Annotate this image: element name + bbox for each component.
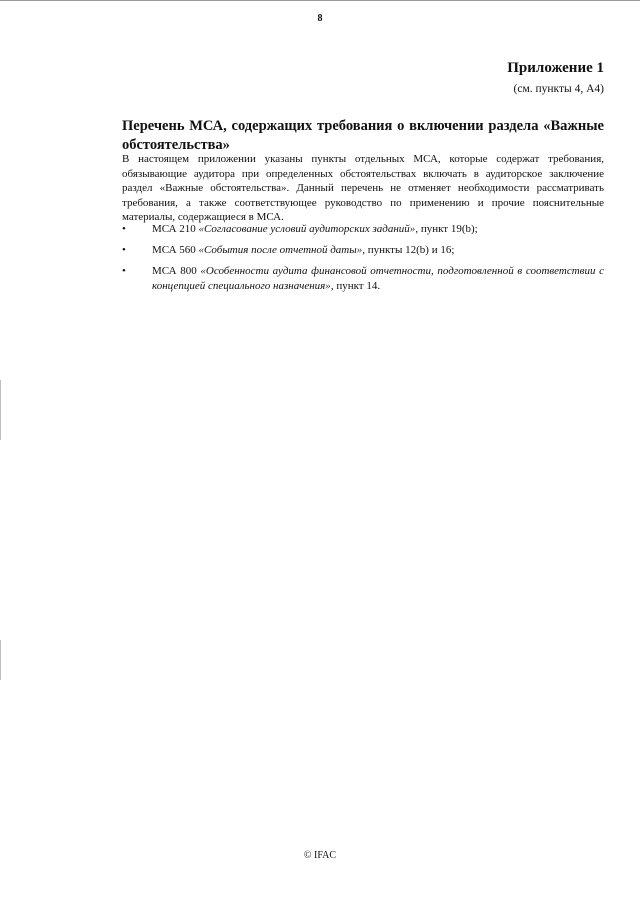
standard-title: «Согласование условий аудиторских заданий» [198,223,416,235]
standard-paragraphs: , пункт 14. [330,279,381,292]
standard-code: МСА 560 [152,243,199,256]
intro-paragraph: В настоящем приложении указаны пункты отдельных МСА, которые содержат требования, обязывающие аудитора при определенных обстоятельствах включать в аудиторское заключение раздел «Важные обстоятельства». Данный перечень не отменяет необходимости рассматривать требования, а также соответствующее руководство по применению и прочие пояснительные материалы, содержащиеся в МСА. [122,153,604,224]
bullet-icon: • [122,243,126,256]
appendix-title: Приложение 1 [507,60,604,76]
standard-paragraphs: , пункт 19(b); [415,223,478,235]
standard-code: МСА 210 [152,223,199,235]
scan-edge-mark [0,640,1,680]
standard-code: МСА 800 [152,265,201,278]
scan-edge-mark [0,380,1,440]
standard-title: «События после отчетной даты» [198,243,363,256]
footer-copyright: © IFAC [303,850,337,861]
list-item [122,264,604,293]
page-number: 8 [317,13,323,24]
list-item [122,243,604,258]
page-top-border [0,0,640,1]
bullet-icon: • [122,265,126,278]
standards-list [122,222,604,299]
bullet-icon: • [122,223,126,235]
section-heading: Перечень МСА, содержащих требования о включении раздела «Важные обстоятельства» [122,118,604,153]
appendix-reference: (см. пункты 4, A4) [513,83,604,95]
list-item [122,222,604,237]
standard-title: «Особенности аудита финансовой отчетности, подготовленной в соответствии с концепцией специального назначения» [152,265,605,292]
standard-paragraphs: , пункты 12(b) и 16; [362,243,455,256]
